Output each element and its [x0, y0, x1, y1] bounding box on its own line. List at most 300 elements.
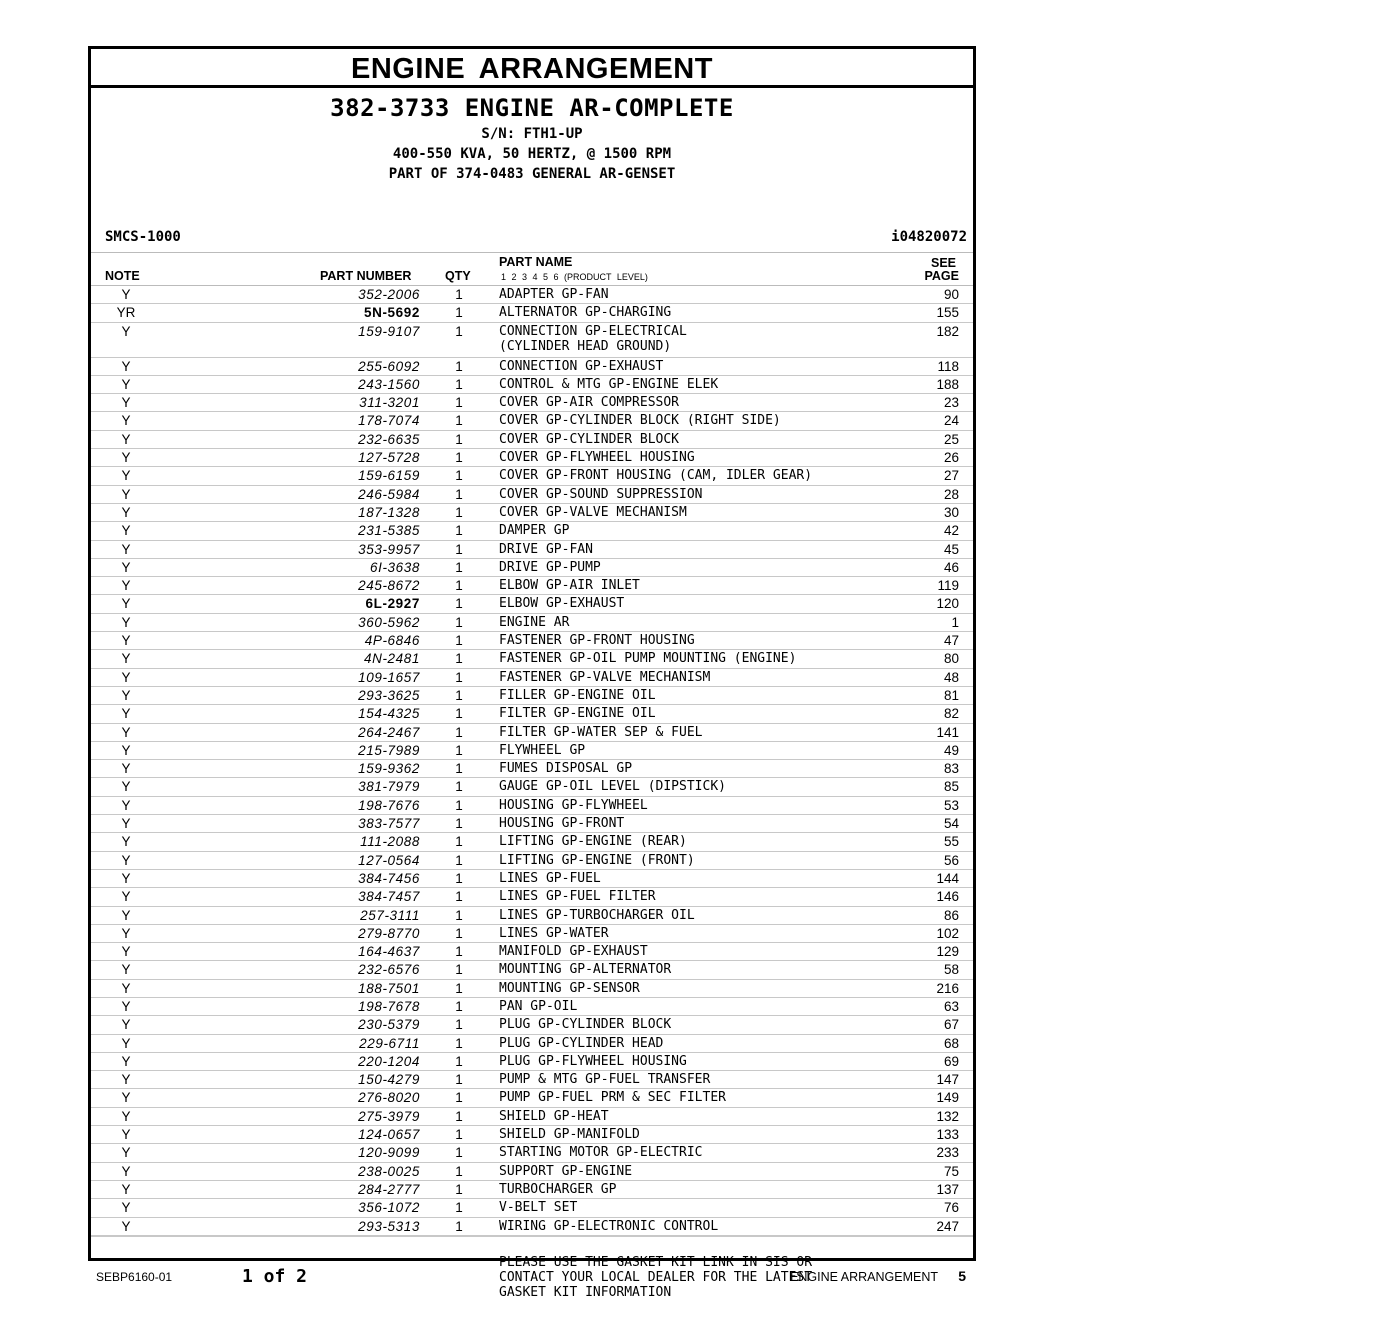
qty-cell: 1 [455, 486, 463, 502]
qty-cell: 1 [455, 1053, 463, 1069]
note-cell: Y [121, 834, 131, 850]
see-page-cell: 42 [943, 523, 959, 539]
part-number-cell: 109-1657 [358, 669, 420, 685]
part-number-cell: 243-1560 [358, 376, 420, 392]
part-number-cell: 383-7577 [358, 816, 420, 832]
see-page-cell: 216 [936, 980, 959, 996]
part-row [91, 1163, 973, 1181]
qty-cell: 1 [455, 1108, 463, 1124]
note-cell: Y [121, 907, 131, 923]
note-line: GASKET KIT INFORMATION [499, 1284, 672, 1300]
note-cell: Y [121, 1200, 131, 1216]
see-page-cell: 119 [937, 578, 959, 594]
part-row [91, 412, 973, 430]
part-number-cell: 229-6711 [359, 1035, 420, 1051]
note-cell: Y [121, 1218, 131, 1234]
note-cell: Y [121, 1181, 131, 1197]
qty-cell: 1 [455, 834, 463, 850]
part-number-cell: 127-0564 [358, 852, 420, 868]
part-number-cell: 124-0657 [358, 1127, 420, 1143]
part-name-cell: FUMES DISPOSAL GP [499, 761, 633, 777]
see-page-cell: 137 [936, 1181, 959, 1197]
qty-cell: 1 [455, 889, 463, 905]
see-page-cell: 23 [943, 395, 959, 411]
qty-cell: 1 [455, 1145, 463, 1161]
note-cell: Y [121, 376, 131, 392]
column-headers [91, 253, 973, 286]
part-row [91, 595, 973, 613]
note-cell: Y [121, 450, 131, 466]
qty-cell: 1 [455, 797, 463, 813]
part-number-cell: 164-4637 [358, 944, 420, 960]
see-page-cell: 141 [936, 724, 959, 740]
see-page-cell: 76 [943, 1200, 959, 1216]
qty-cell: 1 [455, 614, 463, 630]
note-cell: Y [121, 1053, 131, 1069]
part-row [91, 1108, 973, 1126]
part-number-cell: 120-9099 [358, 1145, 420, 1161]
qty-cell: 1 [455, 742, 463, 758]
col-note: NOTE [105, 269, 140, 283]
see-page-cell: 144 [936, 870, 959, 886]
note-cell: Y [121, 998, 131, 1014]
part-name-cell: ALTERNATOR GP-CHARGING [499, 305, 672, 321]
note-cell: Y [121, 944, 131, 960]
qty-cell: 1 [455, 468, 463, 484]
see-page-cell: 149 [936, 1090, 959, 1106]
part-name-cell: MANIFOLD GP-EXHAUST [499, 944, 648, 960]
see-page-cell: 56 [943, 852, 959, 868]
part-number-cell: 231-5385 [358, 523, 420, 539]
part-name-cell: FASTENER GP-OIL PUMP MOUNTING (ENGINE) [499, 651, 797, 667]
qty-cell: 1 [455, 1181, 463, 1197]
see-page-cell: 90 [943, 287, 959, 302]
part-name-cell: LINES GP-FUEL [499, 870, 601, 886]
part-row [91, 358, 973, 376]
note-cell: Y [121, 1035, 131, 1051]
see-page-cell: 30 [943, 504, 959, 520]
part-name-cell: DAMPER GP [499, 523, 570, 539]
see-page-cell: 81 [943, 687, 959, 703]
part-row [91, 650, 973, 668]
note-cell: Y [121, 541, 131, 557]
note-cell: Y [121, 358, 131, 374]
note-cell: Y [121, 504, 131, 520]
part-row [91, 1071, 973, 1089]
qty-cell: 1 [455, 944, 463, 960]
part-name-cell: PUMP & MTG GP-FUEL TRANSFER [499, 1072, 711, 1088]
qty-cell: 1 [455, 980, 463, 996]
page-footer [0, 1266, 1020, 1290]
part-number-cell: 311-3201 [359, 395, 420, 411]
part-row [91, 797, 973, 815]
part-number-cell: 264-2467 [358, 724, 420, 740]
see-page-cell: 27 [943, 468, 959, 484]
note-cell: Y [121, 395, 131, 411]
see-page-cell: 54 [943, 816, 959, 832]
qty-cell: 1 [455, 376, 463, 392]
part-number-cell: 178-7074 [358, 413, 420, 429]
note-cell: Y [121, 816, 131, 832]
note-cell: Y [121, 1090, 131, 1106]
part-number-cell: 284-2777 [358, 1181, 420, 1197]
part-row [91, 760, 973, 778]
note-cell: Y [121, 578, 131, 594]
part-row [91, 980, 973, 998]
part-number-cell: 257-3111 [360, 907, 420, 923]
part-name-cell: LINES GP-TURBOCHARGER OIL [499, 907, 695, 923]
part-number-cell: 232-6576 [358, 962, 420, 978]
part-row [91, 449, 973, 467]
part-row [91, 1144, 973, 1162]
parts-list [91, 286, 973, 1236]
serial-range: S/N: FTH1-UP [481, 126, 583, 142]
see-page-cell: 182 [936, 323, 959, 339]
see-page-cell: 47 [943, 633, 959, 649]
part-number-cell: 293-3625 [358, 687, 420, 703]
part-name-cell: PLUG GP-CYLINDER BLOCK [499, 1017, 672, 1033]
part-number-cell: 384-7456 [358, 870, 420, 886]
note-cell: Y [121, 559, 131, 575]
part-row [91, 486, 973, 504]
part-row [91, 815, 973, 833]
col-see: SEE [930, 256, 956, 270]
see-page-cell: 75 [943, 1163, 959, 1179]
note-cell: Y [121, 596, 131, 612]
note-cell: Y [121, 925, 131, 941]
part-number-cell: 255-6092 [358, 358, 420, 374]
part-row [91, 304, 973, 322]
part-name-cell: SHIELD GP-MANIFOLD [499, 1127, 640, 1143]
note-cell: Y [121, 797, 131, 813]
qty-cell: 1 [455, 779, 463, 795]
part-name-cell: WIRING GP-ELECTRONIC CONTROL [499, 1218, 719, 1234]
qty-cell: 1 [455, 559, 463, 575]
see-page-cell: 133 [936, 1127, 959, 1143]
part-row [91, 888, 973, 906]
qty-cell: 1 [455, 633, 463, 649]
part-number-cell: 198-7678 [358, 998, 420, 1014]
note-cell: Y [121, 1145, 131, 1161]
qty-cell: 1 [455, 925, 463, 941]
see-page-cell: 68 [943, 1035, 959, 1051]
part-row [91, 559, 973, 577]
see-page-cell: 233 [936, 1145, 959, 1161]
footer-section: ENGINE ARRANGEMENT [790, 1270, 938, 1284]
see-page-cell: 45 [943, 541, 959, 557]
part-name-cell: DRIVE GP-FAN [499, 541, 593, 557]
qty-cell: 1 [455, 651, 463, 667]
part-name-cell: ENGINE AR [499, 614, 570, 630]
see-page-cell: 49 [943, 742, 959, 758]
part-number-cell: 275-3979 [358, 1108, 420, 1124]
part-row [91, 961, 973, 979]
part-number-cell: 232-6635 [358, 431, 420, 447]
qty-cell: 1 [455, 1127, 463, 1143]
part-row [91, 614, 973, 632]
see-page-cell: 58 [943, 962, 959, 978]
col-part-name: PART NAME [499, 255, 573, 269]
part-number-cell: 127-5728 [358, 450, 420, 466]
qty-cell: 1 [455, 287, 463, 302]
part-number-cell: 154-4325 [358, 706, 420, 722]
qty-cell: 1 [455, 870, 463, 886]
qty-cell: 1 [455, 413, 463, 429]
part-name-cell: FILTER GP-ENGINE OIL [499, 706, 656, 722]
see-page-cell: 146 [936, 889, 959, 905]
qty-cell: 1 [455, 998, 463, 1014]
note-cell: Y [121, 614, 131, 630]
part-number-cell: 356-1072 [358, 1200, 420, 1216]
part-row [91, 1016, 973, 1034]
note-cell: Y [121, 323, 131, 339]
part-number-cell: 188-7501 [358, 980, 420, 996]
part-row [91, 907, 973, 925]
note-cell: Y [121, 706, 131, 722]
group-header [91, 88, 973, 252]
note-cell: Y [121, 651, 131, 667]
see-page-cell: 132 [936, 1108, 959, 1124]
note-cell: Y [121, 761, 131, 777]
part-name-cell: FILTER GP-WATER SEP & FUEL [499, 724, 703, 740]
part-number-cell: 159-6159 [358, 468, 420, 484]
part-number-cell: 279-8770 [358, 925, 420, 941]
qty-cell: 1 [455, 323, 463, 339]
qty-cell: 1 [455, 395, 463, 411]
see-page-cell: 26 [943, 450, 959, 466]
qty-cell: 1 [455, 541, 463, 557]
part-name-cell: COVER GP-VALVE MECHANISM [499, 504, 687, 520]
part-name-cell: ELBOW GP-EXHAUST [499, 596, 625, 612]
qty-cell: 1 [455, 706, 463, 722]
part-row [91, 522, 973, 540]
part-name-cell: COVER GP-CYLINDER BLOCK (RIGHT SIDE) [499, 413, 781, 429]
part-row [91, 1089, 973, 1107]
note-cell: Y [121, 742, 131, 758]
col-qty: QTY [445, 269, 471, 283]
part-number-cell: 220-1204 [358, 1053, 420, 1069]
part-name-cell: MOUNTING GP-ALTERNATOR [499, 962, 672, 978]
part-row [91, 1181, 973, 1199]
note-cell: Y [121, 852, 131, 868]
see-page-cell: 247 [936, 1218, 959, 1234]
see-page-cell: 28 [943, 486, 959, 502]
part-row [91, 778, 973, 796]
part-name-cell: FASTENER GP-VALVE MECHANISM [499, 669, 711, 685]
part-name-cell: SUPPORT GP-ENGINE [499, 1163, 633, 1179]
part-number-cell: 238-0025 [358, 1163, 420, 1179]
see-page-cell: 102 [936, 925, 959, 941]
part-name-cell: PAN GP-OIL [499, 998, 578, 1014]
note-cell: Y [121, 1072, 131, 1088]
part-number-cell: 384-7457 [358, 889, 420, 905]
part-row [91, 376, 973, 394]
part-name-cell: LIFTING GP-ENGINE (FRONT) [499, 852, 695, 868]
note-cell: Y [121, 633, 131, 649]
note-line: CONTACT YOUR LOCAL DEALER FOR THE LATEST [499, 1269, 813, 1285]
note-cell: Y [121, 889, 131, 905]
see-page-cell: 82 [943, 706, 959, 722]
part-row [91, 925, 973, 943]
part-name-cell: HOUSING GP-FRONT [499, 816, 625, 832]
note-cell: Y [121, 1127, 131, 1143]
col-product-levels: 1 2 3 4 5 6 (PRODUCT LEVEL) [501, 272, 648, 282]
qty-cell: 1 [455, 852, 463, 868]
part-number-cell: 215-7989 [358, 742, 420, 758]
part-number-cell: 4P-6846 [364, 633, 420, 649]
part-number-cell: 159-9362 [358, 761, 420, 777]
col-part-number: PART NUMBER [320, 269, 412, 283]
part-row [91, 286, 973, 304]
qty-cell: 1 [455, 1163, 463, 1179]
note-cell: Y [121, 1163, 131, 1179]
part-name-cell: LINES GP-FUEL FILTER [499, 889, 656, 905]
part-row [91, 1218, 973, 1236]
qty-cell: 1 [455, 523, 463, 539]
note-cell: Y [121, 1108, 131, 1124]
see-page-cell: 48 [943, 669, 959, 685]
note-cell: Y [121, 980, 131, 996]
qty-cell: 1 [455, 578, 463, 594]
see-page-cell: 120 [936, 596, 959, 612]
qty-cell: 1 [455, 761, 463, 777]
part-number-cell: 5N-5692 [364, 305, 420, 321]
see-page-cell: 86 [943, 907, 959, 923]
note-cell: Y [121, 724, 131, 740]
part-name-cell: CONTROL & MTG GP-ENGINE ELEK [499, 376, 719, 392]
part-name-cell: FLYWHEEL GP [499, 742, 586, 758]
part-row [91, 742, 973, 760]
see-page-cell: 46 [943, 559, 959, 575]
part-name-cell-line2: (CYLINDER HEAD GROUND) [499, 338, 672, 354]
qty-cell: 1 [455, 305, 463, 321]
note-cell: YR [116, 305, 136, 321]
page-of: 1 of 2 [242, 1266, 308, 1287]
qty-cell: 1 [455, 1035, 463, 1051]
part-row [91, 1053, 973, 1071]
qty-cell: 1 [455, 669, 463, 685]
see-page-cell: 24 [943, 413, 959, 429]
part-row [91, 577, 973, 595]
part-name-cell: COVER GP-SOUND SUPPRESSION [499, 486, 703, 502]
see-page-cell: 63 [943, 998, 959, 1014]
part-number-cell: 111-2088 [360, 834, 420, 850]
note-cell: Y [121, 669, 131, 685]
part-name-cell: LINES GP-WATER [499, 925, 609, 941]
see-page-cell: 129 [936, 944, 959, 960]
part-row [91, 323, 973, 358]
part-row [91, 1126, 973, 1144]
note-cell: Y [121, 468, 131, 484]
rating-line: 400-550 KVA, 50 HERTZ, @ 1500 RPM [392, 146, 672, 162]
part-name-cell: FASTENER GP-FRONT HOUSING [499, 633, 695, 649]
note-cell: Y [121, 486, 131, 502]
part-number-cell: 4N-2481 [364, 651, 420, 667]
part-name-cell: SHIELD GP-HEAT [499, 1108, 609, 1124]
part-name-cell: PUMP GP-FUEL PRM & SEC FILTER [499, 1090, 726, 1106]
page-number: 5 [958, 1268, 966, 1284]
part-name-cell: ADAPTER GP-FAN [499, 287, 609, 302]
part-number-cell: 381-7979 [358, 779, 420, 795]
document-id: SEBP6160-01 [96, 1270, 173, 1284]
part-row [91, 541, 973, 559]
part-row [91, 998, 973, 1016]
part-number-cell: 6L-2927 [365, 596, 420, 612]
qty-cell: 1 [455, 431, 463, 447]
part-number-cell: 230-5379 [358, 1017, 420, 1033]
part-name-cell: CONNECTION GP-ELECTRICAL [499, 323, 687, 339]
see-page-cell: 69 [943, 1053, 959, 1069]
qty-cell: 1 [455, 504, 463, 520]
note-cell: Y [121, 779, 131, 795]
note-line: PLEASE USE THE GASKET KIT LINK IN SIS OR [499, 1254, 813, 1270]
part-name-cell: GAUGE GP-OIL LEVEL (DIPSTICK) [499, 779, 726, 795]
part-row [91, 833, 973, 851]
part-name-cell: HOUSING GP-FLYWHEEL [499, 797, 648, 813]
see-page-cell: 53 [943, 797, 959, 813]
part-row [91, 705, 973, 723]
see-page-cell: 55 [943, 834, 959, 850]
group-title: 382-3733 ENGINE AR-COMPLETE [330, 94, 734, 122]
part-row [91, 1035, 973, 1053]
see-page-cell: 147 [936, 1072, 959, 1088]
part-name-cell: STARTING MOTOR GP-ELECTRIC [499, 1145, 703, 1161]
part-number-cell: 245-8672 [358, 578, 420, 594]
qty-cell: 1 [455, 1218, 463, 1234]
see-page-cell: 188 [936, 376, 959, 392]
part-name-cell: COVER GP-FRONT HOUSING (CAM, IDLER GEAR) [499, 468, 813, 484]
part-row [91, 870, 973, 888]
note-cell: Y [121, 523, 131, 539]
see-page-cell: 83 [943, 761, 959, 777]
qty-cell: 1 [455, 1090, 463, 1106]
note-cell: Y [121, 431, 131, 447]
part-of-line: PART OF 374-0483 GENERAL AR-GENSET [388, 166, 676, 182]
see-page-cell: 118 [937, 358, 959, 374]
part-row [91, 632, 973, 650]
qty-cell: 1 [455, 1072, 463, 1088]
part-number-cell: 276-8020 [358, 1090, 420, 1106]
qty-cell: 1 [455, 1017, 463, 1033]
qty-cell: 1 [455, 1200, 463, 1216]
note-cell: Y [121, 1017, 131, 1033]
part-row [91, 1199, 973, 1217]
part-name-cell: PLUG GP-FLYWHEEL HOUSING [499, 1053, 687, 1069]
note-cell: Y [121, 962, 131, 978]
part-name-cell: ELBOW GP-AIR INLET [499, 578, 640, 594]
qty-cell: 1 [455, 907, 463, 923]
note-cell: Y [121, 870, 131, 886]
part-row [91, 687, 973, 705]
note-cell: Y [121, 687, 131, 703]
qty-cell: 1 [455, 962, 463, 978]
part-row [91, 943, 973, 961]
part-row [91, 669, 973, 687]
part-row [91, 724, 973, 742]
part-name-cell: DRIVE GP-PUMP [499, 559, 601, 575]
part-row [91, 467, 973, 485]
qty-cell: 1 [455, 724, 463, 740]
note-cell: Y [121, 287, 131, 302]
part-name-cell: COVER GP-AIR COMPRESSOR [499, 395, 680, 411]
part-row [91, 431, 973, 449]
part-number-cell: 6I-3638 [370, 559, 420, 575]
qty-cell: 1 [455, 450, 463, 466]
part-number-cell: 360-5962 [358, 614, 420, 630]
part-number-cell: 293-5313 [358, 1218, 420, 1234]
see-page-cell: 80 [943, 651, 959, 667]
part-number-cell: 159-9107 [358, 323, 420, 339]
